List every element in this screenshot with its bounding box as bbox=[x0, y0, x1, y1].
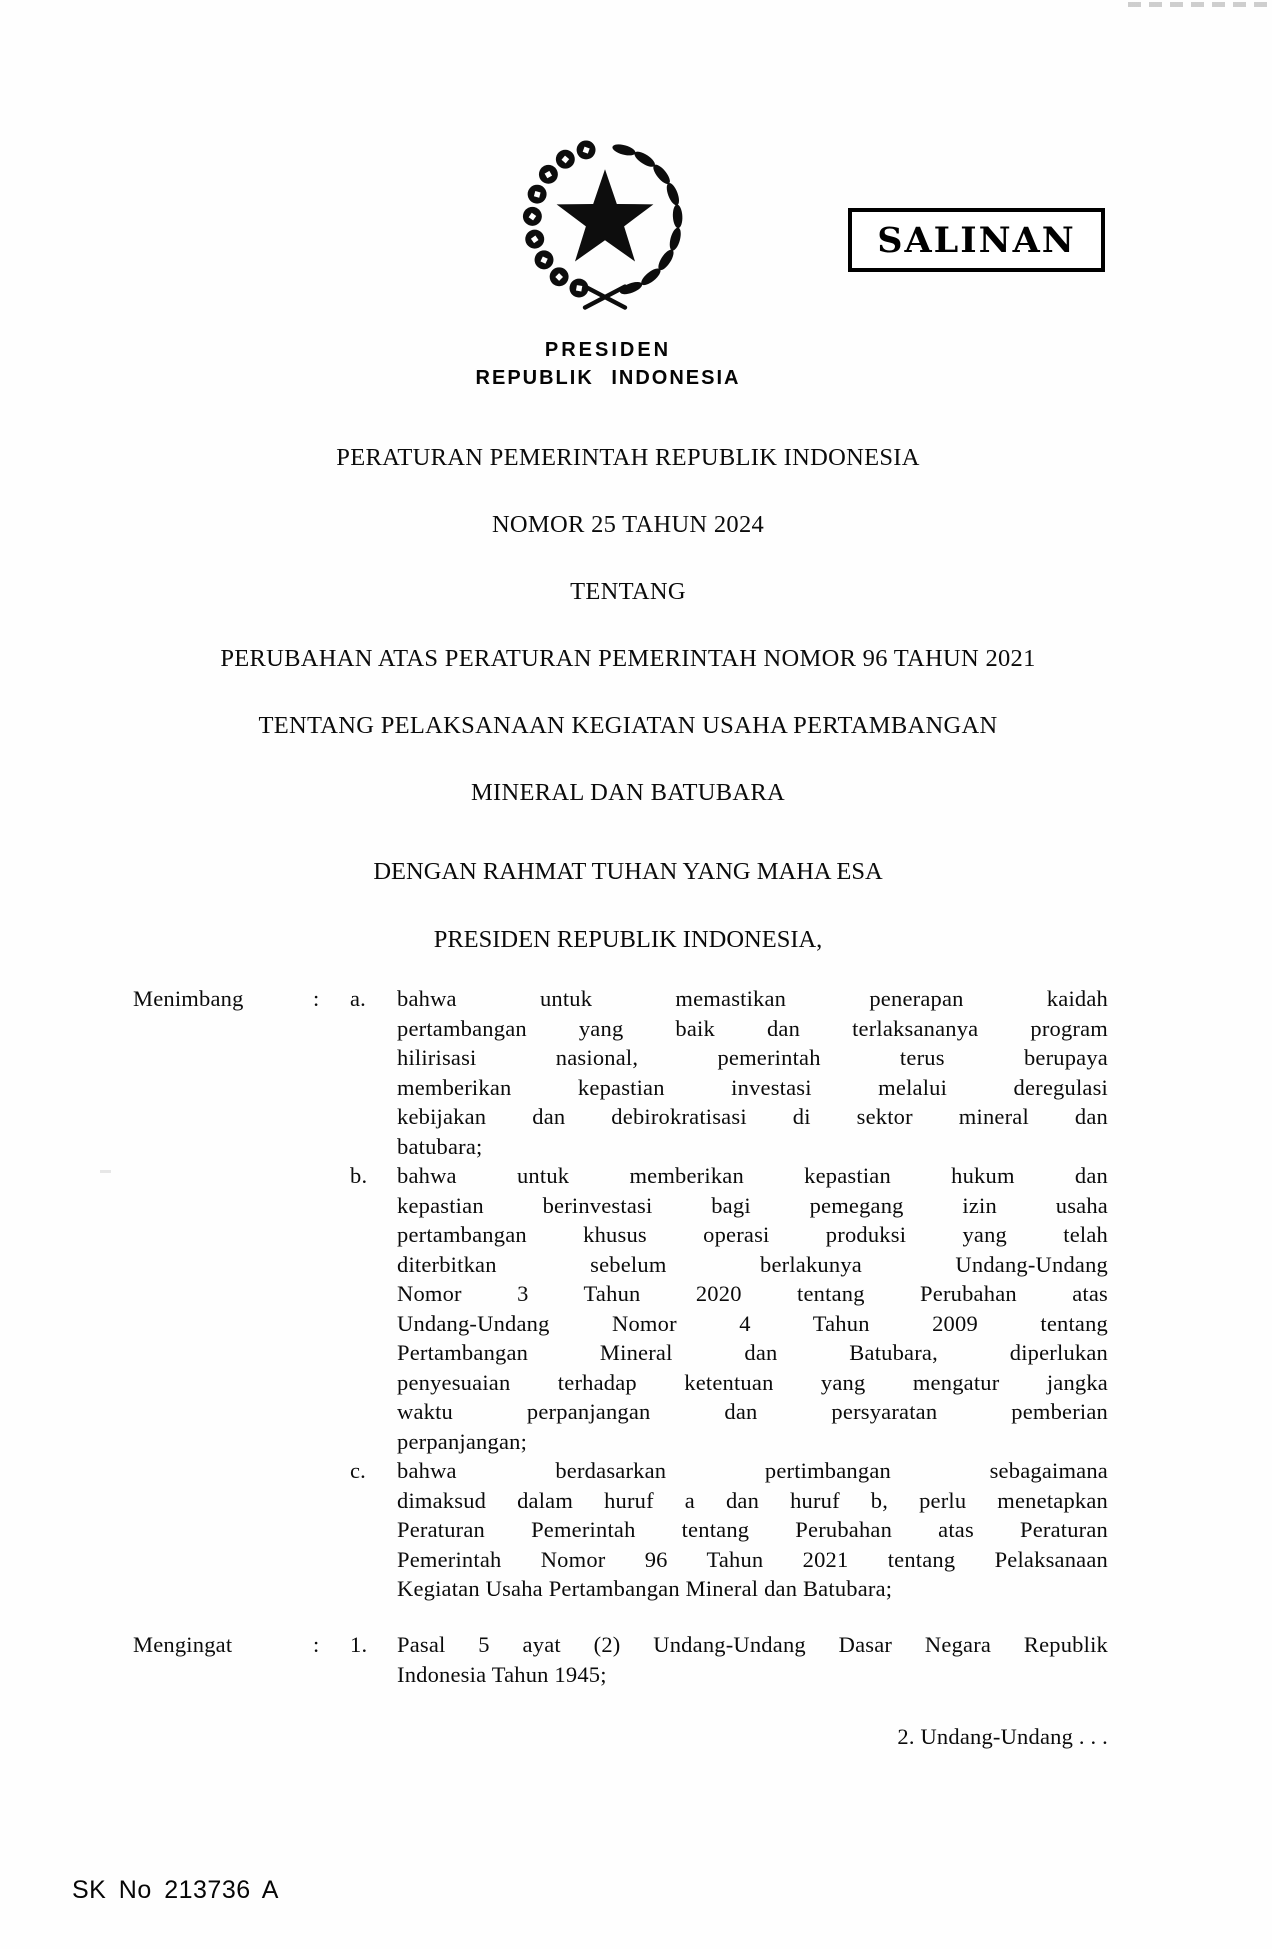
clause-colon bbox=[313, 1338, 350, 1368]
clause-text-line: Pasal 5 ayat (2) Undang-Undang Dasar Negara Republik bbox=[397, 1632, 1108, 1657]
doc-title-line: NOMOR 25 TAHUN 2024 bbox=[491, 511, 765, 538]
clause-label: Menimbang bbox=[133, 986, 244, 1011]
clause-label bbox=[133, 1279, 313, 1309]
clause-colon bbox=[313, 1574, 350, 1604]
clause-label bbox=[133, 1660, 313, 1690]
clause-colon bbox=[313, 1132, 350, 1162]
clause-text-line: dimaksud dalam huruf a dan huruf b, perlu menetapkan bbox=[397, 1487, 1108, 1513]
clause-colon: : bbox=[313, 986, 320, 1011]
menimbang-section bbox=[133, 984, 1108, 1604]
clause-item-marker: b. bbox=[350, 1163, 368, 1188]
clause-colon bbox=[313, 1073, 350, 1103]
clause-label bbox=[133, 1309, 313, 1339]
clause-label bbox=[133, 1161, 313, 1191]
clause-item-marker bbox=[350, 1545, 397, 1575]
doc-title-line: TENTANG PELAKSANAAN KEGIATAN USAHA PERTAMBANGAN bbox=[258, 712, 998, 739]
clause-text-line: Pemerintah Nomor 96 Tahun 2021 tentang Pelaksanaan bbox=[397, 1546, 1108, 1572]
clause-text-line: Pertambangan Mineral dan Batubara, diperlukan bbox=[397, 1340, 1108, 1365]
clause-colon bbox=[313, 1486, 350, 1516]
doc-title-line: MINERAL DAN BATUBARA bbox=[470, 779, 786, 806]
clause-label bbox=[133, 1486, 313, 1516]
doc-title-line: TENTANG bbox=[570, 578, 686, 605]
clause-item-marker bbox=[350, 1486, 397, 1516]
clause-colon: : bbox=[313, 1632, 320, 1657]
clause-text-line: Nomor 3 Tahun 2020 tentang Perubahan atas bbox=[397, 1281, 1108, 1306]
clause-text-line: kepastian berinvestasi bagi pemegang izin usaha bbox=[397, 1192, 1108, 1218]
clause-text-line: Indonesia Tahun 1945; bbox=[397, 1661, 607, 1687]
clause-colon bbox=[313, 1427, 350, 1457]
clause-label bbox=[133, 1102, 313, 1132]
clause-text-line: memberikan kepastian investasi melalui deregulasi bbox=[397, 1074, 1108, 1100]
clause-item-marker bbox=[350, 1279, 397, 1309]
clause-text-line: batubara; bbox=[397, 1133, 483, 1159]
clause-item-marker: 1. bbox=[350, 1632, 368, 1657]
clause-label bbox=[133, 1545, 313, 1575]
clause-text-line: pertambangan khusus operasi produksi yang telah bbox=[397, 1222, 1108, 1247]
clause-item-marker bbox=[350, 1574, 397, 1604]
letterhead-line2: REPUBLIK INDONESIA bbox=[475, 367, 741, 389]
clause-label: Mengingat bbox=[133, 1632, 233, 1657]
clause-text-line: perpanjangan; bbox=[397, 1428, 528, 1454]
clause-label bbox=[133, 1191, 313, 1221]
clause-item-marker bbox=[350, 1309, 397, 1339]
clause-item-marker bbox=[350, 1338, 397, 1368]
clause-item-marker bbox=[350, 1014, 397, 1044]
clause-text-line: kebijakan dan debirokratisasi di sektor mineral dan bbox=[397, 1104, 1108, 1129]
clause-label bbox=[133, 1515, 313, 1545]
clause-label bbox=[133, 1574, 313, 1604]
clause-label bbox=[133, 1250, 313, 1280]
clause-colon bbox=[313, 1161, 350, 1191]
salinan-stamp bbox=[848, 208, 1105, 272]
clause-item-marker: a. bbox=[350, 986, 367, 1011]
letterhead bbox=[458, 339, 758, 390]
scan-artifact bbox=[1128, 2, 1270, 7]
clause-text-line: diterbitkan sebelum berlakunya Undang-Undang bbox=[397, 1251, 1108, 1277]
clause-text-line: bahwa berdasarkan pertimbangan sebagaimana bbox=[397, 1458, 1108, 1483]
clause-label bbox=[133, 1427, 313, 1457]
doc-title bbox=[138, 424, 1118, 826]
clause-text-line: penyesuaian terhadap ketentuan yang mengatur jangka bbox=[397, 1369, 1108, 1395]
clause-label bbox=[133, 1132, 313, 1162]
clause-label bbox=[133, 1368, 313, 1398]
clause-colon bbox=[313, 1456, 350, 1486]
clause-item-marker bbox=[350, 1191, 397, 1221]
mengingat-section bbox=[133, 1630, 1108, 1689]
clause-item-marker bbox=[350, 1427, 397, 1457]
doc-title-line: PERATURAN PEMERINTAH REPUBLIK INDONESIA bbox=[336, 444, 920, 471]
clause-colon bbox=[313, 1368, 350, 1398]
clause-item-marker bbox=[350, 1250, 397, 1280]
clause-item-marker bbox=[350, 1132, 397, 1162]
clause-text-line: pertambangan yang baik dan terlaksananya program bbox=[397, 1015, 1108, 1041]
clause-item-marker bbox=[350, 1368, 397, 1398]
clause-colon bbox=[313, 1220, 350, 1250]
clause-label bbox=[133, 1338, 313, 1368]
page-code: SK No 213736 A bbox=[72, 1876, 279, 1904]
clause-label bbox=[133, 1073, 313, 1103]
catchword: 2. Undang-Undang . . . bbox=[897, 1724, 1108, 1749]
national-emblem-icon bbox=[514, 128, 696, 316]
clause-colon bbox=[313, 1191, 350, 1221]
clause-item-marker bbox=[350, 1043, 397, 1073]
clause-colon bbox=[313, 1102, 350, 1132]
clause-colon bbox=[313, 1309, 350, 1339]
salinan-stamp-label: SALINAN bbox=[877, 219, 1076, 261]
clause-item-marker bbox=[350, 1073, 397, 1103]
clause-text-line: bahwa untuk memberikan kepastian hukum dan bbox=[397, 1163, 1108, 1188]
clause-colon bbox=[313, 1397, 350, 1427]
clause-colon bbox=[313, 1279, 350, 1309]
invocation-line: DENGAN RAHMAT TUHAN YANG MAHA ESA bbox=[373, 858, 883, 885]
clause-text-line: Undang-Undang Nomor 4 Tahun 2009 tentang bbox=[397, 1310, 1108, 1336]
clause-text-line: bahwa untuk memastikan penerapan kaidah bbox=[397, 986, 1108, 1011]
clause-text-line: waktu perpanjangan dan persyaratan pemberian bbox=[397, 1399, 1108, 1424]
clause-colon bbox=[313, 1660, 350, 1690]
clause-text-line: hilirisasi nasional, pemerintah terus berupaya bbox=[397, 1045, 1108, 1070]
clause-item-marker bbox=[350, 1660, 397, 1690]
doc-title-line: PERUBAHAN ATAS PERATURAN PEMERINTAH NOMOR 96 TAHUN 2021 bbox=[220, 645, 1036, 672]
clause-label bbox=[133, 1397, 313, 1427]
clause-label bbox=[133, 1043, 313, 1073]
clause-item-marker bbox=[350, 1220, 397, 1250]
clause-label bbox=[133, 1220, 313, 1250]
clause-colon bbox=[313, 1250, 350, 1280]
letterhead-line1: PRESIDEN bbox=[544, 339, 672, 361]
clause-colon bbox=[313, 1545, 350, 1575]
clause-label bbox=[133, 1014, 313, 1044]
clause-item-marker bbox=[350, 1397, 397, 1427]
clause-item-marker: c. bbox=[350, 1458, 367, 1483]
clause-colon bbox=[313, 1043, 350, 1073]
clause-text-line: Kegiatan Usaha Pertambangan Mineral dan Batubara; bbox=[397, 1576, 893, 1601]
enacting-authority-line: PRESIDEN REPUBLIK INDONESIA, bbox=[433, 926, 823, 953]
scan-speck bbox=[100, 1170, 111, 1173]
clause-label bbox=[133, 1456, 313, 1486]
clause-item-marker bbox=[350, 1102, 397, 1132]
clause-text-line: Peraturan Pemerintah tentang Perubahan atas Peraturan bbox=[397, 1517, 1108, 1542]
clause-item-marker bbox=[350, 1515, 397, 1545]
clause-colon bbox=[313, 1515, 350, 1545]
clause-colon bbox=[313, 1014, 350, 1044]
